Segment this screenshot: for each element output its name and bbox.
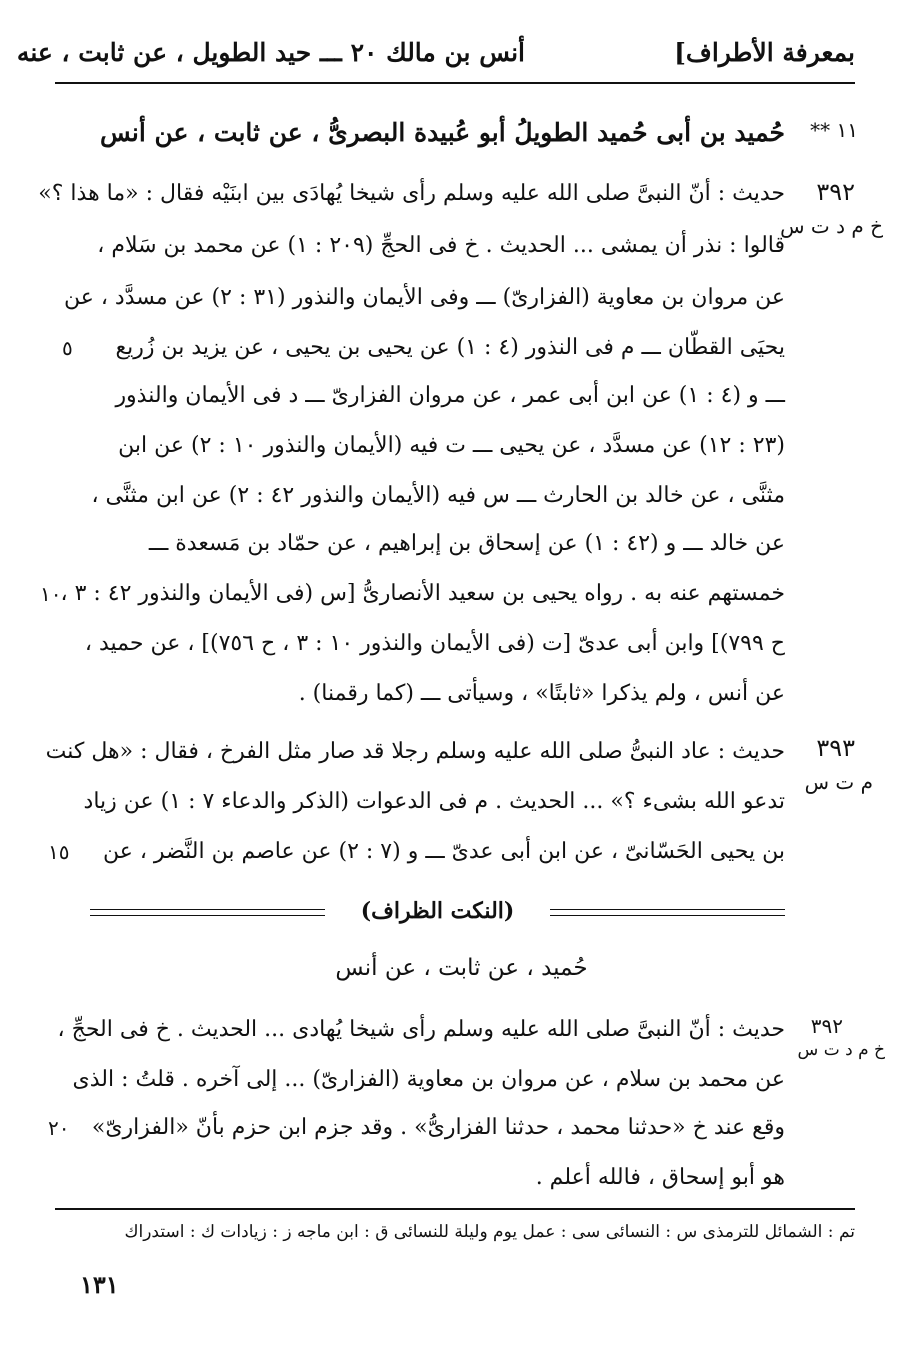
nukat-sigla: خ م د ت س bbox=[797, 1040, 885, 1060]
hadith-393-line: حديث : عاد النبىُّ صلى الله عليه وسلم رجلا قد صار مثل الفرخ ، فقال : «هل كنت bbox=[45, 739, 785, 764]
hadith-392-line: عن أنس ، ولم يذكرا «ثابتًا» ، وسيأتى ـــ (كما رقمنا) . bbox=[298, 681, 785, 706]
hadith-392-line: (٢٣ : ١٢) عن مسدَّد ، عن يحيى ـــ ت فيه (الأيمان والنذور ١٠ : ٢) عن ابن bbox=[118, 433, 785, 458]
entry-heading: حُميد بن أبى حُميد الطويلُ أبو عُبيدة البصرىُّ ، عن ثابت ، عن أنس bbox=[100, 118, 785, 147]
ornament-label: (النكت الظراف) bbox=[360, 898, 515, 924]
nukat-heading: حُميد ، عن ثابت ، عن أنس bbox=[335, 955, 588, 981]
line-number-20: ٢٠ bbox=[48, 1116, 70, 1140]
section-ornament bbox=[90, 898, 785, 928]
ornament-rule-left bbox=[90, 909, 325, 916]
hadith-number-392: ٣٩٢ bbox=[816, 178, 855, 206]
header-section-title: بمعرفة الأطراف] bbox=[674, 38, 855, 67]
hadith-392-line: خمستهم عنه به . رواه يحيى بن سعيد الأنصارىُّ [س (فى الأيمان والنذور ٤٢ : ٣ ، bbox=[60, 581, 785, 606]
header-chapter-title: أنس بن مالك ٢٠ ـــ حيد الطويل ، عن ثابت ، عنه bbox=[16, 38, 525, 67]
hadith-number-393: ٣٩٣ bbox=[816, 734, 855, 762]
hadith-392-line: ـــ و (٤ : ١) عن ابن أبى عمر ، عن مروان الفزارىّ ـــ د فى الأيمان والنذور bbox=[115, 383, 785, 408]
hadith-392-line: حديث : أنّ النبىَّ صلى الله عليه وسلم رأى شيخا يُهادَى بين ابنَيْه فقال : «ما هذا ؟» bbox=[38, 181, 785, 206]
line-number-5: ٥ bbox=[62, 336, 73, 360]
abbreviations-key: تم : الشمائل للترمذى س : النسائى سى : عمل يوم وليلة للنسائى ق : ابن ماجه ز : زيادات ك : استدراك bbox=[124, 1222, 855, 1242]
page-number: ١٣١ bbox=[80, 1270, 119, 1299]
line-number-10: ١٠ bbox=[40, 582, 62, 606]
hadith-392-line: ح ٧٩٩)] وابن أبى عدىّ [ت (فى الأيمان والنذور ١٠ : ٣ ، ح ٧٥٦)] ، عن حميد ، bbox=[84, 631, 785, 656]
ornament-rule-right bbox=[550, 909, 785, 916]
footer-rule bbox=[55, 1208, 855, 1210]
hadith-sigla-393: م ت س bbox=[804, 770, 873, 794]
hadith-392-line: عن خالد ـــ و (٤٢ : ١) عن إسحاق بن إبراهيم ، عن حمّاد بن مَسعدة ـــ bbox=[148, 531, 785, 556]
nukat-line: حديث : أنّ النبىَّ صلى الله عليه وسلم رأى شيخا يُهادى ... الحديث . خ فى الحجِّ ، bbox=[57, 1017, 785, 1042]
hadith-392-line: مثنَّى ، عن خالد بن الحارث ـــ س فيه (الأيمان والنذور ٤٢ : ٢) عن ابن مثنَّى ، bbox=[91, 483, 785, 508]
nukat-number: ٣٩٢ bbox=[810, 1014, 843, 1038]
header-rule bbox=[55, 82, 855, 84]
nukat-line: عن محمد بن سلام ، عن مروان بن معاوية (الفزارىّ) ... إلى آخره . قلتُ : الذى bbox=[72, 1067, 785, 1092]
hadith-392-line: يحيَى القطّان ـــ م فى النذور (٤ : ١) عن يحيى بن يحيى ، عن يزيد بن زُريع bbox=[115, 335, 785, 360]
hadith-sigla-392: خ م د ت س bbox=[780, 214, 883, 238]
hadith-392-line: عن مروان بن معاوية (الفزارىّ) ـــ وفى الأيمان والنذور (٣١ : ٢) عن مسدَّد ، عن bbox=[63, 285, 785, 310]
hadith-393-line: بن يحيى الحَسّانىّ ، عن ابن أبى عدىّ ـــ و (٧ : ٢) عن عاصم بن النَّضر ، عن bbox=[102, 839, 785, 864]
running-header bbox=[16, 30, 855, 80]
hadith-393-line: تدعو الله بشىء ؟» ... الحديث . م فى الدعوات (الذكر والدعاء ٧ : ١) عن زياد bbox=[83, 789, 785, 814]
line-number-15: ١٥ bbox=[48, 840, 70, 864]
entry-number: ١١ ** bbox=[810, 118, 858, 142]
hadith-392-line: قالوا : نذر أن يمشى ... الحديث . خ فى الحجِّ (٢٠٩ : ١) عن محمد بن سَلام ، bbox=[97, 233, 785, 258]
nukat-line: هو أبو إسحاق ، فالله أعلم . bbox=[535, 1165, 785, 1190]
nukat-line: وقع عند خ «حدثنا محمد ، حدثنا الفزارىُّ» . وقد جزم ابن حزم بأنّ «الفزارىّ» bbox=[91, 1115, 785, 1140]
